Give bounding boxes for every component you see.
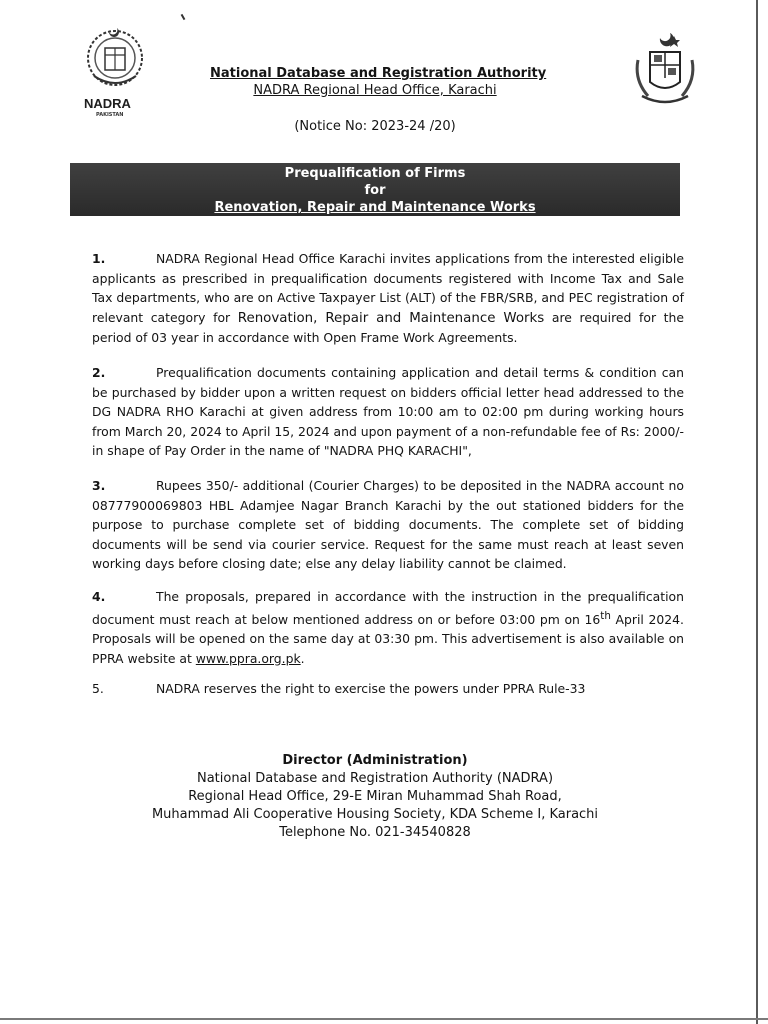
- paragraph-text: NADRA Regional Head Office Karachi invites applications from the interested eligible applicants as prescribed in prequalification documents registered with Income Tax and Sale Tax departments, who are on Active Taxpayer List (ALT) of the FBR/SRB, and PEC registration of relevant category for: [92, 251, 684, 325]
- paragraph-1: [92, 249, 684, 348]
- paragraph-number: 3.: [92, 478, 106, 493]
- paragraph-number: 2.: [92, 365, 106, 380]
- paragraph-text: Rupees 350/- additional (Courier Charges) to be deposited in the NADRA account no 08777900069803 HBL Adamjee Nagar Branch Karachi by the out stationed bidders for the purpose to purchase complete set of bidding documents. The complete set of bidding documents will be send via courier service. Request for the same must reach at least seven working days before closing date; else any delay liability cannot be claimed.: [92, 478, 684, 572]
- paragraph-text: .: [300, 650, 305, 666]
- nadra-brand-text: NADRA: [84, 96, 131, 111]
- pakistan-state-emblem: [630, 30, 700, 110]
- date-superscript: th: [600, 609, 611, 622]
- banner-line-3: Renovation, Repair and Maintenance Works: [214, 200, 536, 215]
- notice-number: (Notice No: 2023-24 /20): [294, 119, 456, 134]
- state-emblem-icon: [630, 30, 700, 110]
- page-edge-bottom: [0, 1018, 768, 1020]
- banner-line-1: Prequalification of Firms: [284, 166, 466, 181]
- paragraph-number: 5.: [92, 681, 104, 696]
- office-subtitle: NADRA Regional Head Office, Karachi: [253, 83, 497, 98]
- title-banner: [70, 163, 680, 216]
- nadra-emblem-icon: [82, 18, 148, 98]
- signatory-phone: Telephone No. 021-34540828: [279, 825, 471, 840]
- signatory-address-1: Regional Head Office, 29-E Miran Muhammad Shah Road,: [188, 789, 562, 804]
- ppra-website-link[interactable]: www.ppra.org.pk: [195, 650, 301, 666]
- paragraph-emphasis: Renovation, Repair and Maintenance Works: [237, 310, 545, 326]
- paragraph-5: [92, 679, 684, 699]
- paragraph-4: [92, 587, 684, 669]
- paragraph-text: April 2024. Proposals will be opened on the same day at 03:30 pm. This advertisement is also available on PPRA website at: [92, 611, 685, 666]
- paragraph-text: Prequalification documents containing application and detail terms & condition can be purchased by bidder upon a written request on bidders official letter head addressed to the DG NADRA RHO Karachi at given address from 10:00 am to 02:00 pm during working hours from March 20, 2024 to April 15, 2024 and upon payment of a non-refundable fee of Rs: 2000/- in shape of Pay Order in the name of "NADRA PHQ KARACHI",: [92, 365, 684, 459]
- signatory-title: Director (Administration): [282, 753, 468, 768]
- signature-block: [120, 752, 630, 842]
- paragraph-number: 4.: [92, 589, 106, 604]
- paragraph-number: 1.: [92, 251, 106, 266]
- banner-line-2: for: [364, 183, 386, 198]
- scan-mark: [181, 14, 186, 20]
- page-edge-right: [756, 0, 758, 1024]
- nadra-brand-subtext: PAKISTAN: [96, 112, 124, 118]
- paragraph-3: [92, 476, 684, 574]
- signatory-org: National Database and Registration Authority (NADRA): [196, 771, 554, 786]
- paragraph-2: [92, 363, 684, 461]
- signatory-address-2: Muhammad Ali Cooperative Housing Society, KDA Scheme I, Karachi: [151, 807, 599, 822]
- organization-title: National Database and Registration Authority: [210, 66, 547, 81]
- paragraph-text: are required for the period of 03 year in accordance with Open Frame Work Agreements.: [92, 309, 684, 346]
- nadra-logo: [82, 18, 148, 116]
- paragraph-text: NADRA reserves the right to exercise the powers under PPRA Rule-33: [156, 681, 586, 696]
- paragraph-text: The proposals, prepared in accordance with the instruction in the prequalification document must reach at below mentioned address on or before 03:00 pm on 16: [92, 589, 684, 627]
